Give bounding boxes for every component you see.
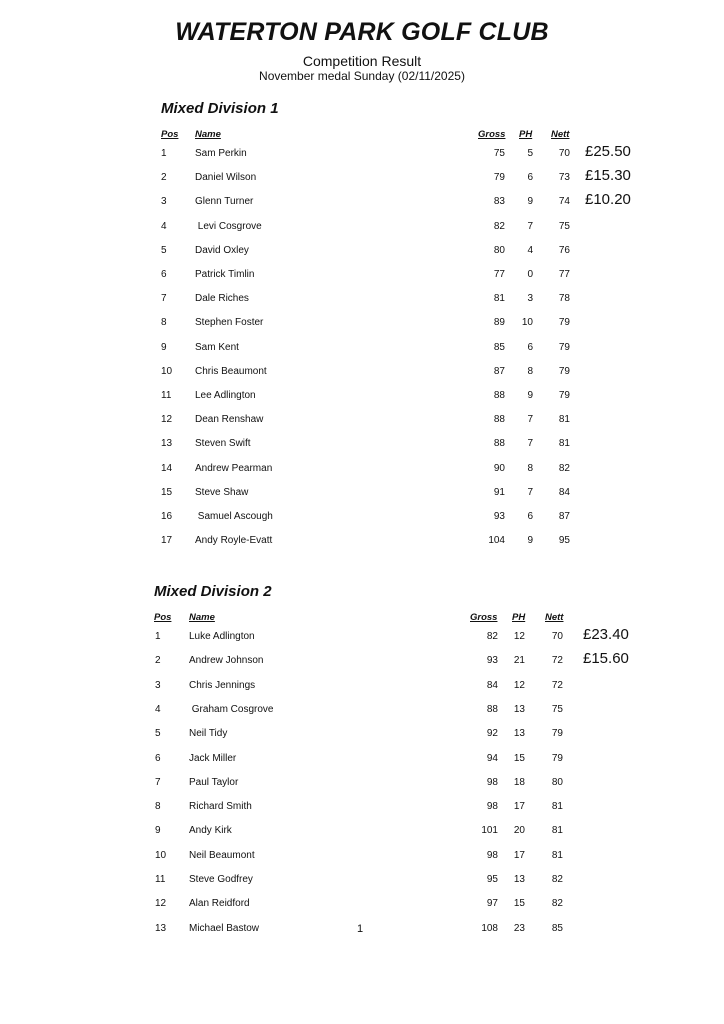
position-cell: 5	[155, 728, 161, 740]
gross-score: 82	[493, 220, 505, 232]
playing-handicap: 7	[527, 220, 533, 232]
table-row	[155, 366, 655, 386]
prize-amount: £25.50	[585, 143, 631, 160]
position-cell: 4	[161, 220, 167, 232]
playing-handicap: 15	[513, 898, 525, 910]
playing-handicap: 10	[521, 317, 533, 329]
gross-score: 83	[493, 196, 505, 208]
playing-handicap: 8	[527, 365, 533, 377]
player-name: Daniel Wilson	[195, 172, 257, 184]
table-row	[155, 167, 655, 192]
position-cell: 4	[155, 703, 161, 715]
player-name: Patrick Timlin	[195, 269, 255, 280]
nett-score: 81	[551, 801, 563, 813]
player-name: Sam Kent	[195, 341, 239, 353]
player-name: Graham Cosgrove	[189, 703, 274, 715]
header-nett: Nett	[551, 129, 570, 140]
nett-score: 72	[551, 679, 563, 691]
table-row	[155, 191, 655, 216]
player-name: Steve Godfrey	[189, 874, 253, 885]
table-row	[155, 463, 655, 483]
playing-handicap: 7	[527, 414, 533, 426]
table-row	[149, 650, 649, 675]
player-name: Chris Jennings	[189, 679, 256, 691]
nett-score: 79	[558, 341, 570, 353]
position-cell: 1	[161, 148, 167, 159]
player-name: Steven Swift	[195, 438, 251, 450]
position-cell: 9	[161, 341, 167, 353]
division-1-section	[155, 98, 655, 558]
gross-score: 93	[486, 655, 498, 667]
gross-score: 88	[486, 703, 498, 715]
table-row	[155, 143, 655, 168]
playing-handicap: 9	[527, 535, 533, 547]
table-row	[155, 342, 655, 362]
position-cell: 9	[155, 825, 161, 837]
nett-score: 81	[558, 438, 570, 450]
header-pos: Pos	[154, 612, 172, 623]
nett-score: 75	[551, 703, 563, 715]
playing-handicap: 0	[527, 269, 533, 280]
table-row	[149, 680, 649, 700]
player-name: Dean Renshaw	[195, 414, 264, 426]
position-cell: 2	[155, 655, 161, 667]
player-name: Andrew Pearman	[195, 462, 273, 474]
player-name: Lee Adlington	[195, 390, 256, 401]
playing-handicap: 3	[527, 293, 533, 305]
table-row	[155, 293, 655, 313]
player-name: Alan Reidford	[189, 898, 250, 910]
nett-score: 87	[558, 511, 570, 522]
gross-score: 98	[486, 849, 498, 861]
table-row	[149, 825, 649, 845]
nett-score: 75	[558, 220, 570, 232]
position-cell: 12	[155, 898, 167, 910]
header-gross: Gross	[478, 129, 506, 140]
nett-score: 79	[558, 390, 570, 401]
playing-handicap: 9	[527, 196, 533, 208]
gross-score: 79	[493, 172, 505, 184]
table-row	[149, 777, 649, 797]
nett-score: 82	[551, 898, 563, 910]
nett-score: 84	[558, 486, 570, 498]
table-row	[155, 487, 655, 507]
prize-amount: £15.30	[585, 167, 631, 185]
position-cell: 17	[161, 535, 173, 547]
position-cell: 8	[161, 317, 167, 329]
player-name: Chris Beaumont	[195, 365, 267, 377]
table-row	[149, 850, 649, 870]
player-name: Andrew Johnson	[189, 655, 264, 667]
gross-score: 94	[486, 752, 498, 764]
table-row	[155, 535, 655, 555]
gross-score: 104	[488, 535, 505, 547]
table-row	[155, 511, 655, 531]
gross-score: 90	[493, 462, 505, 474]
nett-score: 81	[558, 414, 570, 426]
playing-handicap: 8	[527, 462, 533, 474]
playing-handicap: 13	[513, 728, 525, 740]
player-name: Levi Cosgrove	[195, 220, 262, 232]
gross-score: 81	[493, 293, 505, 305]
header-name: Name	[189, 612, 215, 623]
table-row	[155, 245, 655, 265]
nett-score: 81	[551, 849, 563, 861]
player-name: Jack Miller	[189, 752, 237, 764]
player-name: Samuel Ascough	[195, 511, 273, 522]
header-ph: PH	[512, 612, 526, 623]
player-name: Stephen Foster	[195, 317, 264, 329]
club-title: WATERTON PARK GOLF CLUB	[175, 18, 549, 46]
position-cell: 12	[161, 414, 173, 426]
playing-handicap: 13	[513, 874, 525, 885]
gross-score: 95	[486, 874, 498, 885]
playing-handicap: 6	[527, 172, 533, 184]
playing-handicap: 13	[513, 703, 525, 715]
prize-amount: £10.20	[585, 191, 631, 209]
player-name: Andy Royle-Evatt	[195, 535, 273, 547]
gross-score: 77	[493, 269, 505, 280]
prize-amount: £23.40	[583, 626, 629, 643]
nett-score: 78	[558, 293, 570, 305]
gross-score: 92	[486, 728, 498, 740]
player-name: Glenn Turner	[195, 196, 254, 208]
division-2-section	[149, 582, 649, 952]
player-name: Richard Smith	[189, 801, 252, 813]
playing-handicap: 17	[513, 849, 525, 861]
nett-score: 79	[558, 317, 570, 329]
table-row	[155, 414, 655, 434]
playing-handicap: 9	[527, 390, 533, 401]
playing-handicap: 17	[513, 801, 525, 813]
player-name: Neil Beaumont	[189, 849, 255, 861]
nett-score: 77	[558, 269, 570, 280]
position-cell: 7	[161, 293, 167, 305]
playing-handicap: 5	[527, 148, 533, 159]
position-cell: 8	[155, 801, 161, 813]
nett-score: 81	[551, 825, 563, 837]
table-row	[149, 728, 649, 748]
gross-score: 80	[493, 244, 505, 256]
player-name: David Oxley	[195, 244, 249, 256]
nett-score: 73	[558, 172, 570, 184]
prize-amount: £15.60	[583, 650, 629, 668]
nett-score: 85	[551, 922, 563, 934]
playing-handicap: 18	[513, 776, 525, 788]
nett-score: 72	[551, 655, 563, 667]
nett-score: 70	[551, 631, 563, 642]
playing-handicap: 12	[513, 631, 525, 642]
position-cell: 13	[161, 438, 173, 450]
nett-score: 79	[551, 752, 563, 764]
division-title: Mixed Division 1	[161, 100, 279, 117]
player-name: Neil Tidy	[189, 728, 228, 740]
table-row	[149, 898, 649, 918]
gross-score: 108	[481, 922, 498, 934]
table-row	[149, 923, 649, 943]
position-cell: 16	[161, 511, 173, 522]
position-cell: 3	[161, 196, 167, 208]
position-cell: 15	[161, 486, 173, 498]
player-name: Andy Kirk	[189, 825, 232, 837]
gross-score: 84	[486, 679, 498, 691]
playing-handicap: 7	[527, 486, 533, 498]
nett-score: 70	[558, 148, 570, 159]
player-name: Luke Adlington	[189, 631, 255, 642]
gross-score: 75	[493, 148, 505, 159]
table-row	[149, 801, 649, 821]
gross-score: 98	[486, 776, 498, 788]
nett-score: 82	[558, 462, 570, 474]
nett-score: 79	[551, 728, 563, 740]
position-cell: 6	[161, 269, 167, 280]
position-cell: 6	[155, 752, 161, 764]
note-cell: 1	[357, 922, 364, 935]
gross-score: 98	[486, 801, 498, 813]
gross-score: 82	[486, 631, 498, 642]
gross-score: 91	[493, 486, 505, 498]
gross-score: 88	[493, 438, 505, 450]
position-cell: 11	[161, 390, 172, 401]
position-cell: 7	[155, 776, 161, 788]
table-row	[149, 874, 649, 894]
playing-handicap: 6	[527, 341, 533, 353]
header-nett: Nett	[545, 612, 564, 623]
position-cell: 14	[161, 462, 173, 474]
player-name: Michael Bastow	[189, 922, 260, 934]
position-cell: 11	[155, 874, 166, 885]
competition-name: November medal Sunday (02/11/2025)	[259, 69, 465, 83]
position-cell: 2	[161, 172, 167, 184]
player-name: Dale Riches	[195, 293, 249, 305]
table-row	[155, 317, 655, 337]
header-ph: PH	[519, 129, 533, 140]
position-cell: 5	[161, 244, 167, 256]
table-row	[155, 390, 655, 410]
position-cell: 10	[155, 849, 167, 861]
nett-score: 74	[558, 196, 570, 208]
table-row	[149, 704, 649, 724]
division-title: Mixed Division 2	[154, 583, 272, 600]
playing-handicap: 23	[513, 922, 525, 934]
table-row	[149, 626, 649, 651]
nett-score: 76	[558, 244, 570, 256]
header-name: Name	[195, 129, 221, 140]
playing-handicap: 12	[513, 679, 525, 691]
gross-score: 88	[493, 390, 505, 401]
playing-handicap: 15	[513, 752, 525, 764]
document-subtitle: Competition Result	[302, 53, 422, 69]
player-name: Paul Taylor	[189, 776, 239, 788]
header-pos: Pos	[161, 129, 179, 140]
table-row	[155, 269, 655, 289]
gross-score: 97	[486, 898, 498, 910]
playing-handicap: 21	[513, 655, 525, 667]
gross-score: 85	[493, 341, 505, 353]
playing-handicap: 7	[527, 438, 533, 450]
nett-score: 95	[558, 535, 570, 547]
gross-score: 93	[493, 511, 505, 522]
gross-score: 101	[481, 825, 498, 837]
playing-handicap: 20	[513, 825, 525, 837]
table-row	[155, 221, 655, 241]
table-row	[155, 438, 655, 458]
header-gross: Gross	[470, 612, 498, 623]
playing-handicap: 6	[527, 511, 533, 522]
table-row	[149, 753, 649, 773]
player-name: Sam Perkin	[195, 148, 247, 159]
position-cell: 13	[155, 922, 167, 934]
position-cell: 1	[155, 631, 161, 642]
gross-score: 87	[493, 365, 505, 377]
position-cell: 3	[155, 679, 161, 691]
nett-score: 82	[551, 874, 563, 885]
gross-score: 88	[493, 414, 505, 426]
position-cell: 10	[161, 365, 173, 377]
nett-score: 79	[558, 365, 570, 377]
gross-score: 89	[493, 317, 505, 329]
player-name: Steve Shaw	[195, 486, 249, 498]
nett-score: 80	[551, 776, 563, 788]
playing-handicap: 4	[527, 244, 533, 256]
